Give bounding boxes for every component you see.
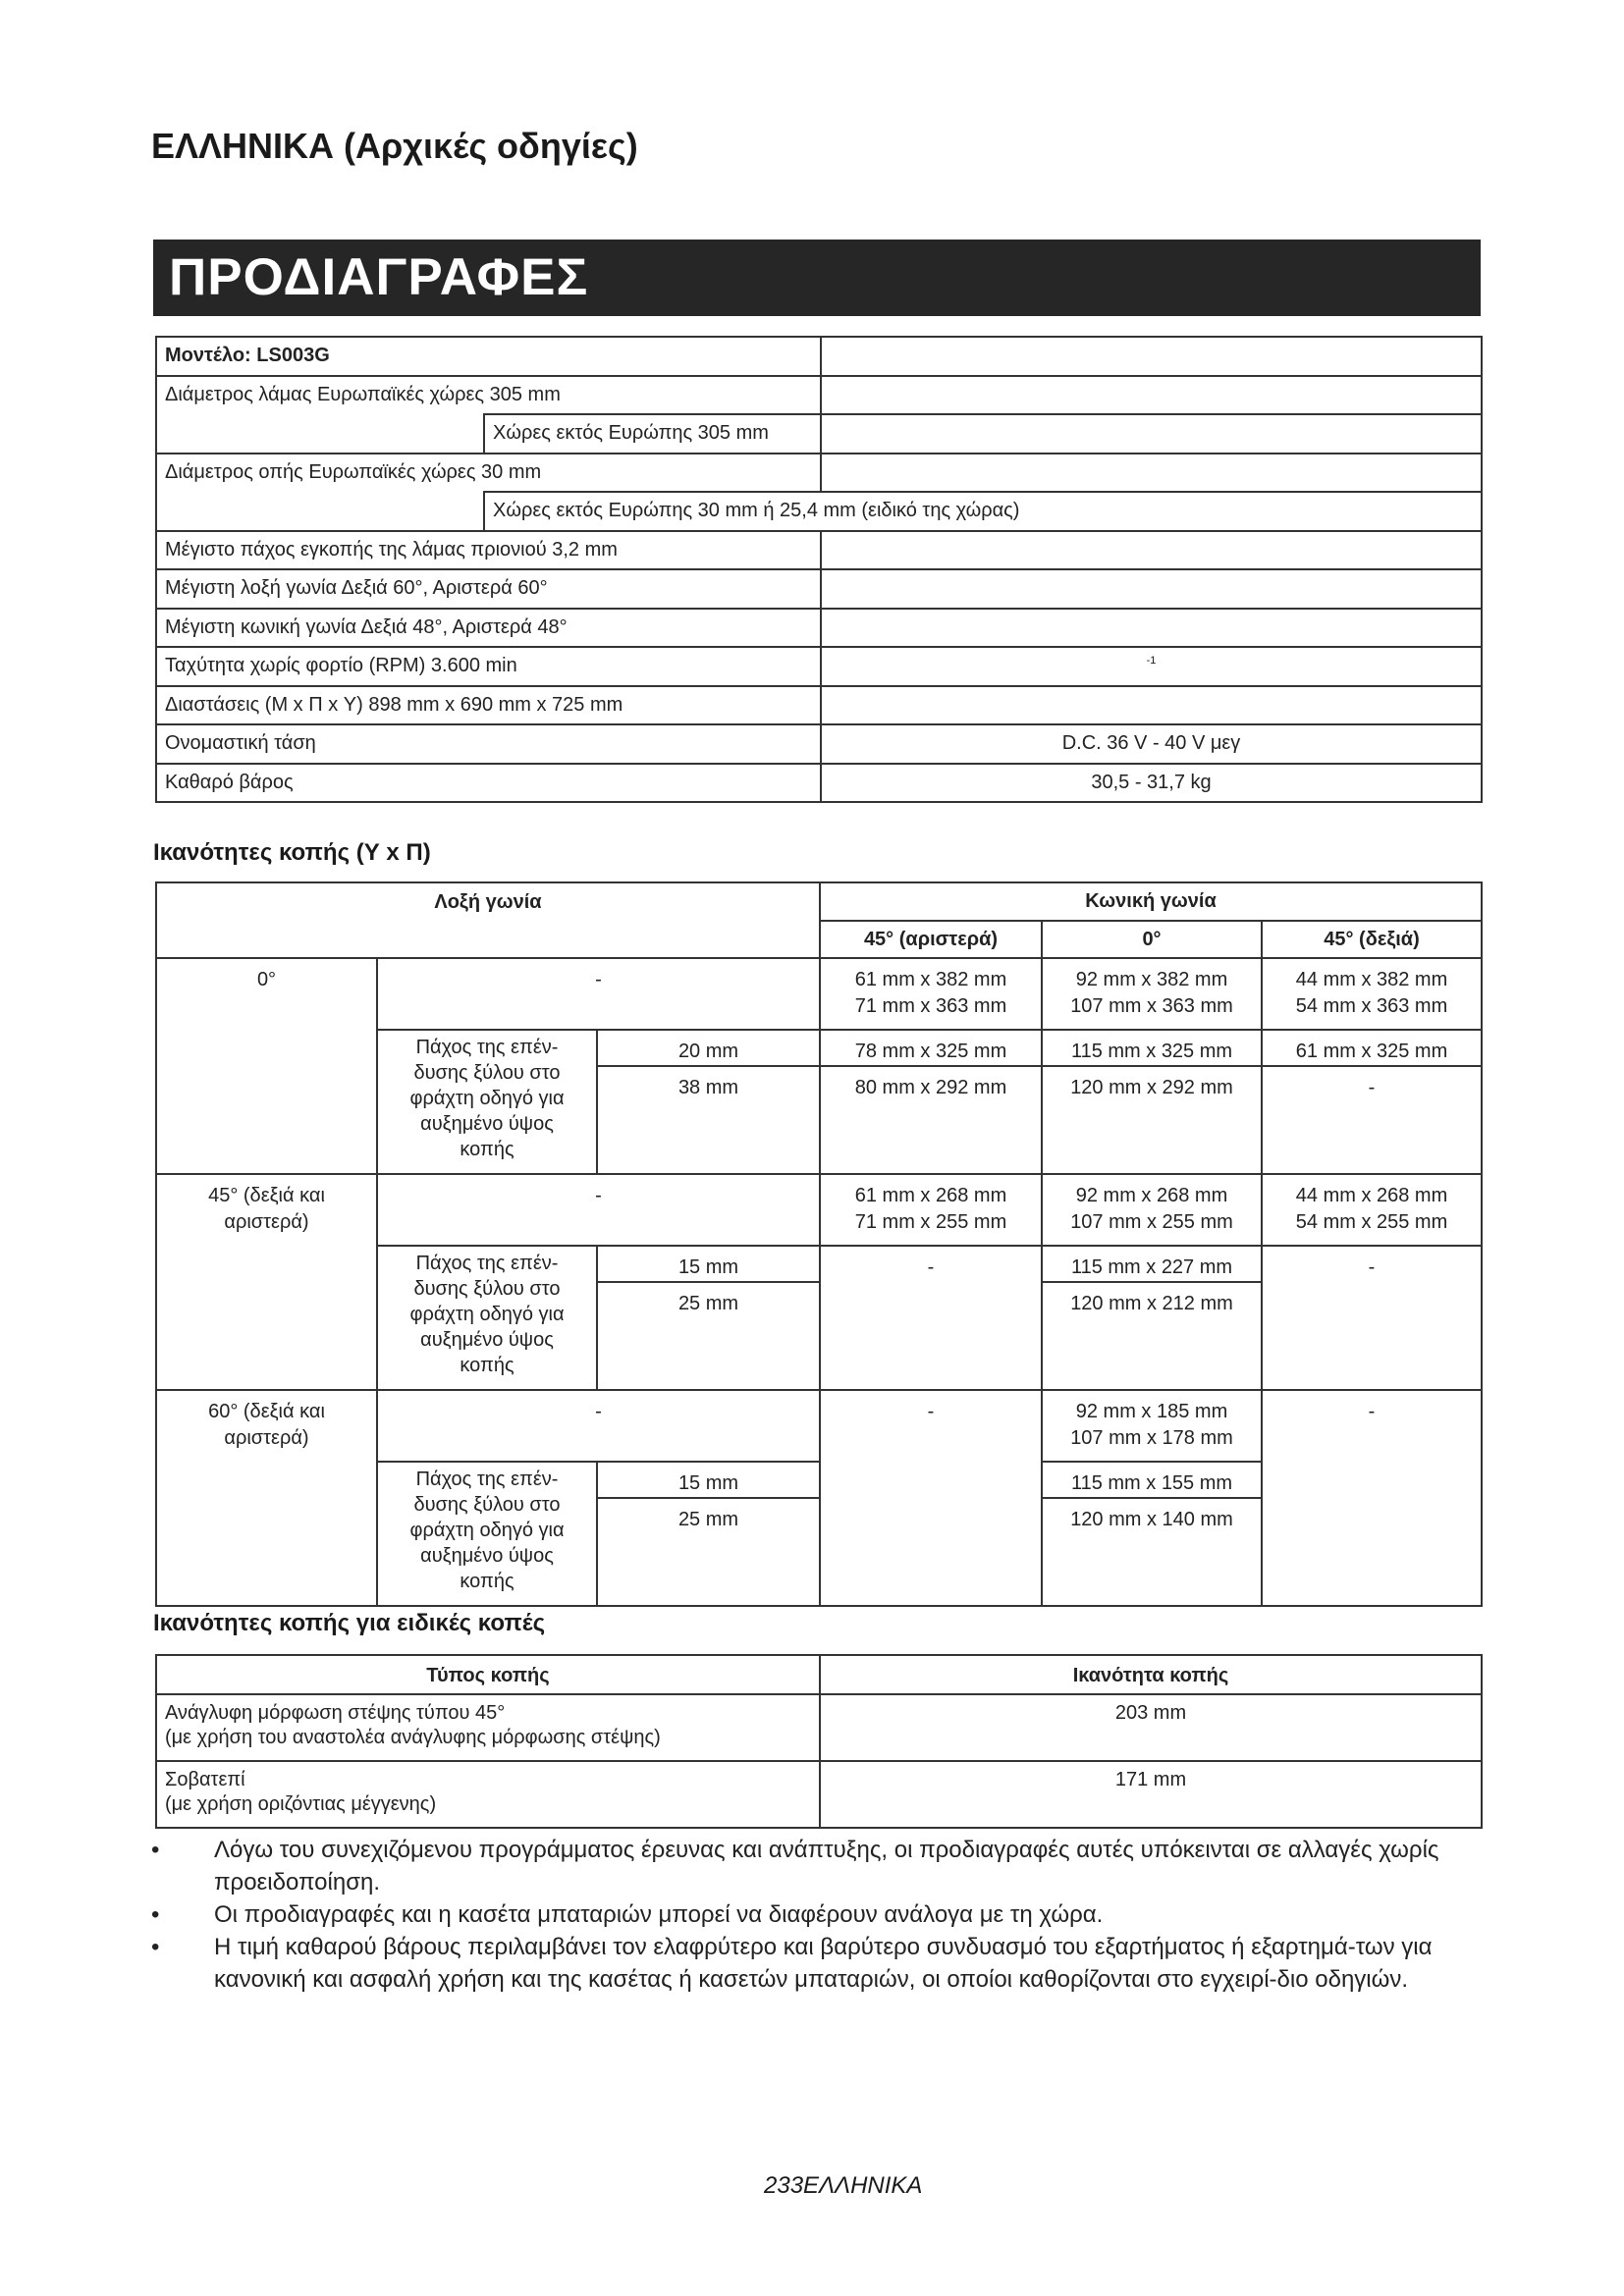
cutting-capacities-table <box>155 881 1483 1607</box>
dash-cell: - <box>377 1390 820 1462</box>
note-item <box>151 1931 1487 1996</box>
page-footer: 233ΕΛΛΗΝΙΚΑ <box>764 2172 923 2199</box>
capacity-cell: 120 mm x 140 mm <box>1042 1498 1262 1606</box>
thickness-cell: 38 mm <box>597 1066 820 1174</box>
miter-angle-cell: 60° (δεξιά και αριστερά) <box>156 1390 377 1606</box>
thickness-cell: 25 mm <box>597 1282 820 1390</box>
miter-angle-cell: 0° <box>156 958 377 1174</box>
spec-row-blade-diameter-other <box>156 414 1482 454</box>
bevel-left-header: 45° (αριστερά) <box>820 921 1042 958</box>
specifications-banner: ΠΡΟΔΙΑΓΡΑΦΕΣ <box>153 240 1481 316</box>
cut-capacity-cell: 203 mm <box>820 1694 1482 1761</box>
capacity-cell: 115 mm x 325 mm <box>1042 1030 1262 1066</box>
capacity-cell: - <box>1262 1390 1482 1606</box>
capacity-cell: 61 mm x 382 mm 71 mm x 363 mm <box>820 958 1042 1030</box>
special-cuts-title: Ικανότητες κοπής για ειδικές κοπές <box>153 1610 546 1636</box>
blade-diameter-cell: Διάμετρος λάμας Ευρωπαϊκές χώρες 305 mm <box>156 376 821 415</box>
facing-thickness-label: Πάχος της επέν-δυσης ξύλου στο φράχτη οδηγό για αυξημένο ύψος κοπής <box>377 1462 597 1606</box>
hole-diameter-other-cell: Χώρες εκτός Ευρώπης 30 mm ή 25,4 mm (ειδικό της χώρας) <box>484 492 1482 531</box>
rated-voltage-value: D.C. 36 V - 40 V μεγ <box>821 724 1482 764</box>
capacity-cell: 78 mm x 325 mm <box>820 1030 1042 1066</box>
no-load-speed-cell: Ταχύτητα χωρίς φορτίο (RPM) 3.600 min <box>156 647 821 686</box>
hole-diameter-cell: Διάμετρος οπής Ευρωπαϊκές χώρες 30 mm <box>156 454 821 493</box>
cut-type-cell: Ανάγλυφη μόρφωση στέψης τύπου 45° (με χρήση του αναστολέα ανάγλυφης μόρφωσης στέψης) <box>156 1694 820 1761</box>
cut-type-header: Τύπος κοπής <box>156 1655 820 1694</box>
capacity-cell: 92 mm x 185 mm 107 mm x 178 mm <box>1042 1390 1262 1462</box>
miter-angle-cell: 45° (δεξιά και αριστερά) <box>156 1174 377 1390</box>
facing-thickness-label: Πάχος της επέν-δυσης ξύλου στο φράχτη οδηγό για αυξημένο ύψος κοπής <box>377 1246 597 1390</box>
dimensions-cell: Διαστάσεις (Μ x Π x Υ) 898 mm x 690 mm x 725 mm <box>156 686 821 725</box>
bullet: • <box>151 1837 160 1863</box>
cut-capacity-cell: 171 mm <box>820 1761 1482 1828</box>
capacity-cell: 80 mm x 292 mm <box>820 1066 1042 1174</box>
max-bevel-cell: Μέγιστη κωνική γωνία Δεξιά 48°, Αριστερά 48° <box>156 609 821 648</box>
no-load-speed-superscript: -1 <box>1146 655 1157 667</box>
capacity-cell: 44 mm x 268 mm 54 mm x 255 mm <box>1262 1174 1482 1246</box>
notes-list <box>151 1834 1487 1996</box>
bullet: • <box>151 1901 160 1928</box>
spec-row-max-bevel <box>156 609 1482 648</box>
spec-row-hole-diameter <box>156 454 1482 493</box>
spec-row-dimensions <box>156 686 1482 725</box>
special-cuts-table <box>155 1654 1483 1829</box>
bevel-header: Κωνική γωνία <box>820 882 1482 921</box>
bevel-zero-header: 0° <box>1042 921 1262 958</box>
capacity-cell: 115 mm x 155 mm <box>1042 1462 1262 1498</box>
blade-diameter-other-cell: Χώρες εκτός Ευρώπης 305 mm <box>484 414 821 454</box>
thickness-cell: 15 mm <box>597 1246 820 1282</box>
thickness-cell: 15 mm <box>597 1462 820 1498</box>
capacity-cell: 44 mm x 382 mm 54 mm x 363 mm <box>1262 958 1482 1030</box>
spec-row-hole-diameter-other <box>156 492 1482 531</box>
capacity-cell: - <box>820 1390 1042 1606</box>
capacity-cell: 120 mm x 292 mm <box>1042 1066 1262 1174</box>
capacity-cell: 61 mm x 268 mm 71 mm x 255 mm <box>820 1174 1042 1246</box>
spec-row-max-kerf <box>156 531 1482 570</box>
capacity-cell: - <box>820 1246 1042 1390</box>
dash-cell: - <box>377 1174 820 1246</box>
spec-row-model <box>156 337 1482 376</box>
special-cut-row <box>156 1694 1482 1761</box>
spec-row-max-miter <box>156 569 1482 609</box>
cut-capacity-header: Ικανότητα κοπής <box>820 1655 1482 1694</box>
capacity-row <box>156 1174 1482 1246</box>
thickness-cell: 25 mm <box>597 1498 820 1606</box>
note-text: Η τιμή καθαρού βάρους περιλαμβάνει τον ελαφρύτερο και βαρύτερο συνδυασμό του εξαρτήματος ή εξαρτημά-των για κανονική και ασφαλή χρήση και της κασέτας ή κασετών μπαταριών, οι οποίοι καθορίζονται στο εγχειρί-διο οδηγιών. <box>214 1934 1433 1993</box>
special-cut-row <box>156 1761 1482 1828</box>
capacity-cell: - <box>1262 1246 1482 1390</box>
capacity-cell: - <box>1262 1066 1482 1174</box>
cutting-capacities-title: Ικανότητες κοπής (Υ x Π) <box>153 839 431 866</box>
max-kerf-cell: Μέγιστο πάχος εγκοπής της λάμας πριονιού 3,2 mm <box>156 531 821 570</box>
capacity-cell: 115 mm x 227 mm <box>1042 1246 1262 1282</box>
dash-cell: - <box>377 958 820 1030</box>
capacities-header-row <box>156 882 1482 921</box>
cut-type-cell: Σοβατεπί (με χρήση οριζόντιας μέγγενης) <box>156 1761 820 1828</box>
note-text: Λόγω του συνεχιζόμενου προγράμματος έρευνας και ανάπτυξης, οι προδιαγραφές αυτές υπόκεινται σε αλλαγές χωρίς προειδοποίηση. <box>214 1837 1439 1896</box>
note-text: Οι προδιαγραφές και η κασέτα μπαταριών μπορεί να διαφέρουν ανάλογα με τη χώρα. <box>214 1901 1104 1928</box>
spec-row-rated-voltage <box>156 724 1482 764</box>
capacity-cell: 61 mm x 325 mm <box>1262 1030 1482 1066</box>
spec-row-blade-diameter <box>156 376 1482 415</box>
capacity-cell: 92 mm x 268 mm 107 mm x 255 mm <box>1042 1174 1262 1246</box>
specifications-table <box>155 336 1483 803</box>
max-miter-cell: Μέγιστη λοξή γωνία Δεξιά 60°, Αριστερά 60° <box>156 569 821 609</box>
note-item <box>151 1834 1487 1898</box>
capacity-cell: 92 mm x 382 mm 107 mm x 363 mm <box>1042 958 1262 1030</box>
rated-voltage-label: Ονομαστική τάση <box>156 724 821 764</box>
facing-thickness-label: Πάχος της επέν-δυσης ξύλου στο φράχτη οδηγό για αυξημένο ύψος κοπής <box>377 1030 597 1174</box>
model-cell: Μοντέλο: LS003G <box>156 337 821 376</box>
miter-header: Λοξή γωνία <box>156 882 820 958</box>
net-weight-value: 30,5 - 31,7 kg <box>821 764 1482 803</box>
spec-row-net-weight <box>156 764 1482 803</box>
bevel-right-header: 45° (δεξιά) <box>1262 921 1482 958</box>
special-cuts-header-row <box>156 1655 1482 1694</box>
net-weight-label: Καθαρό βάρος <box>156 764 821 803</box>
thickness-cell: 20 mm <box>597 1030 820 1066</box>
spec-row-no-load-speed <box>156 647 1482 686</box>
note-item <box>151 1898 1487 1931</box>
capacity-row <box>156 1390 1482 1462</box>
bullet: • <box>151 1934 160 1960</box>
language-title: ΕΛΛΗΝΙΚΑ (Αρχικές οδηγίες) <box>151 126 638 166</box>
capacity-cell: 120 mm x 212 mm <box>1042 1282 1262 1390</box>
capacity-row <box>156 958 1482 1030</box>
